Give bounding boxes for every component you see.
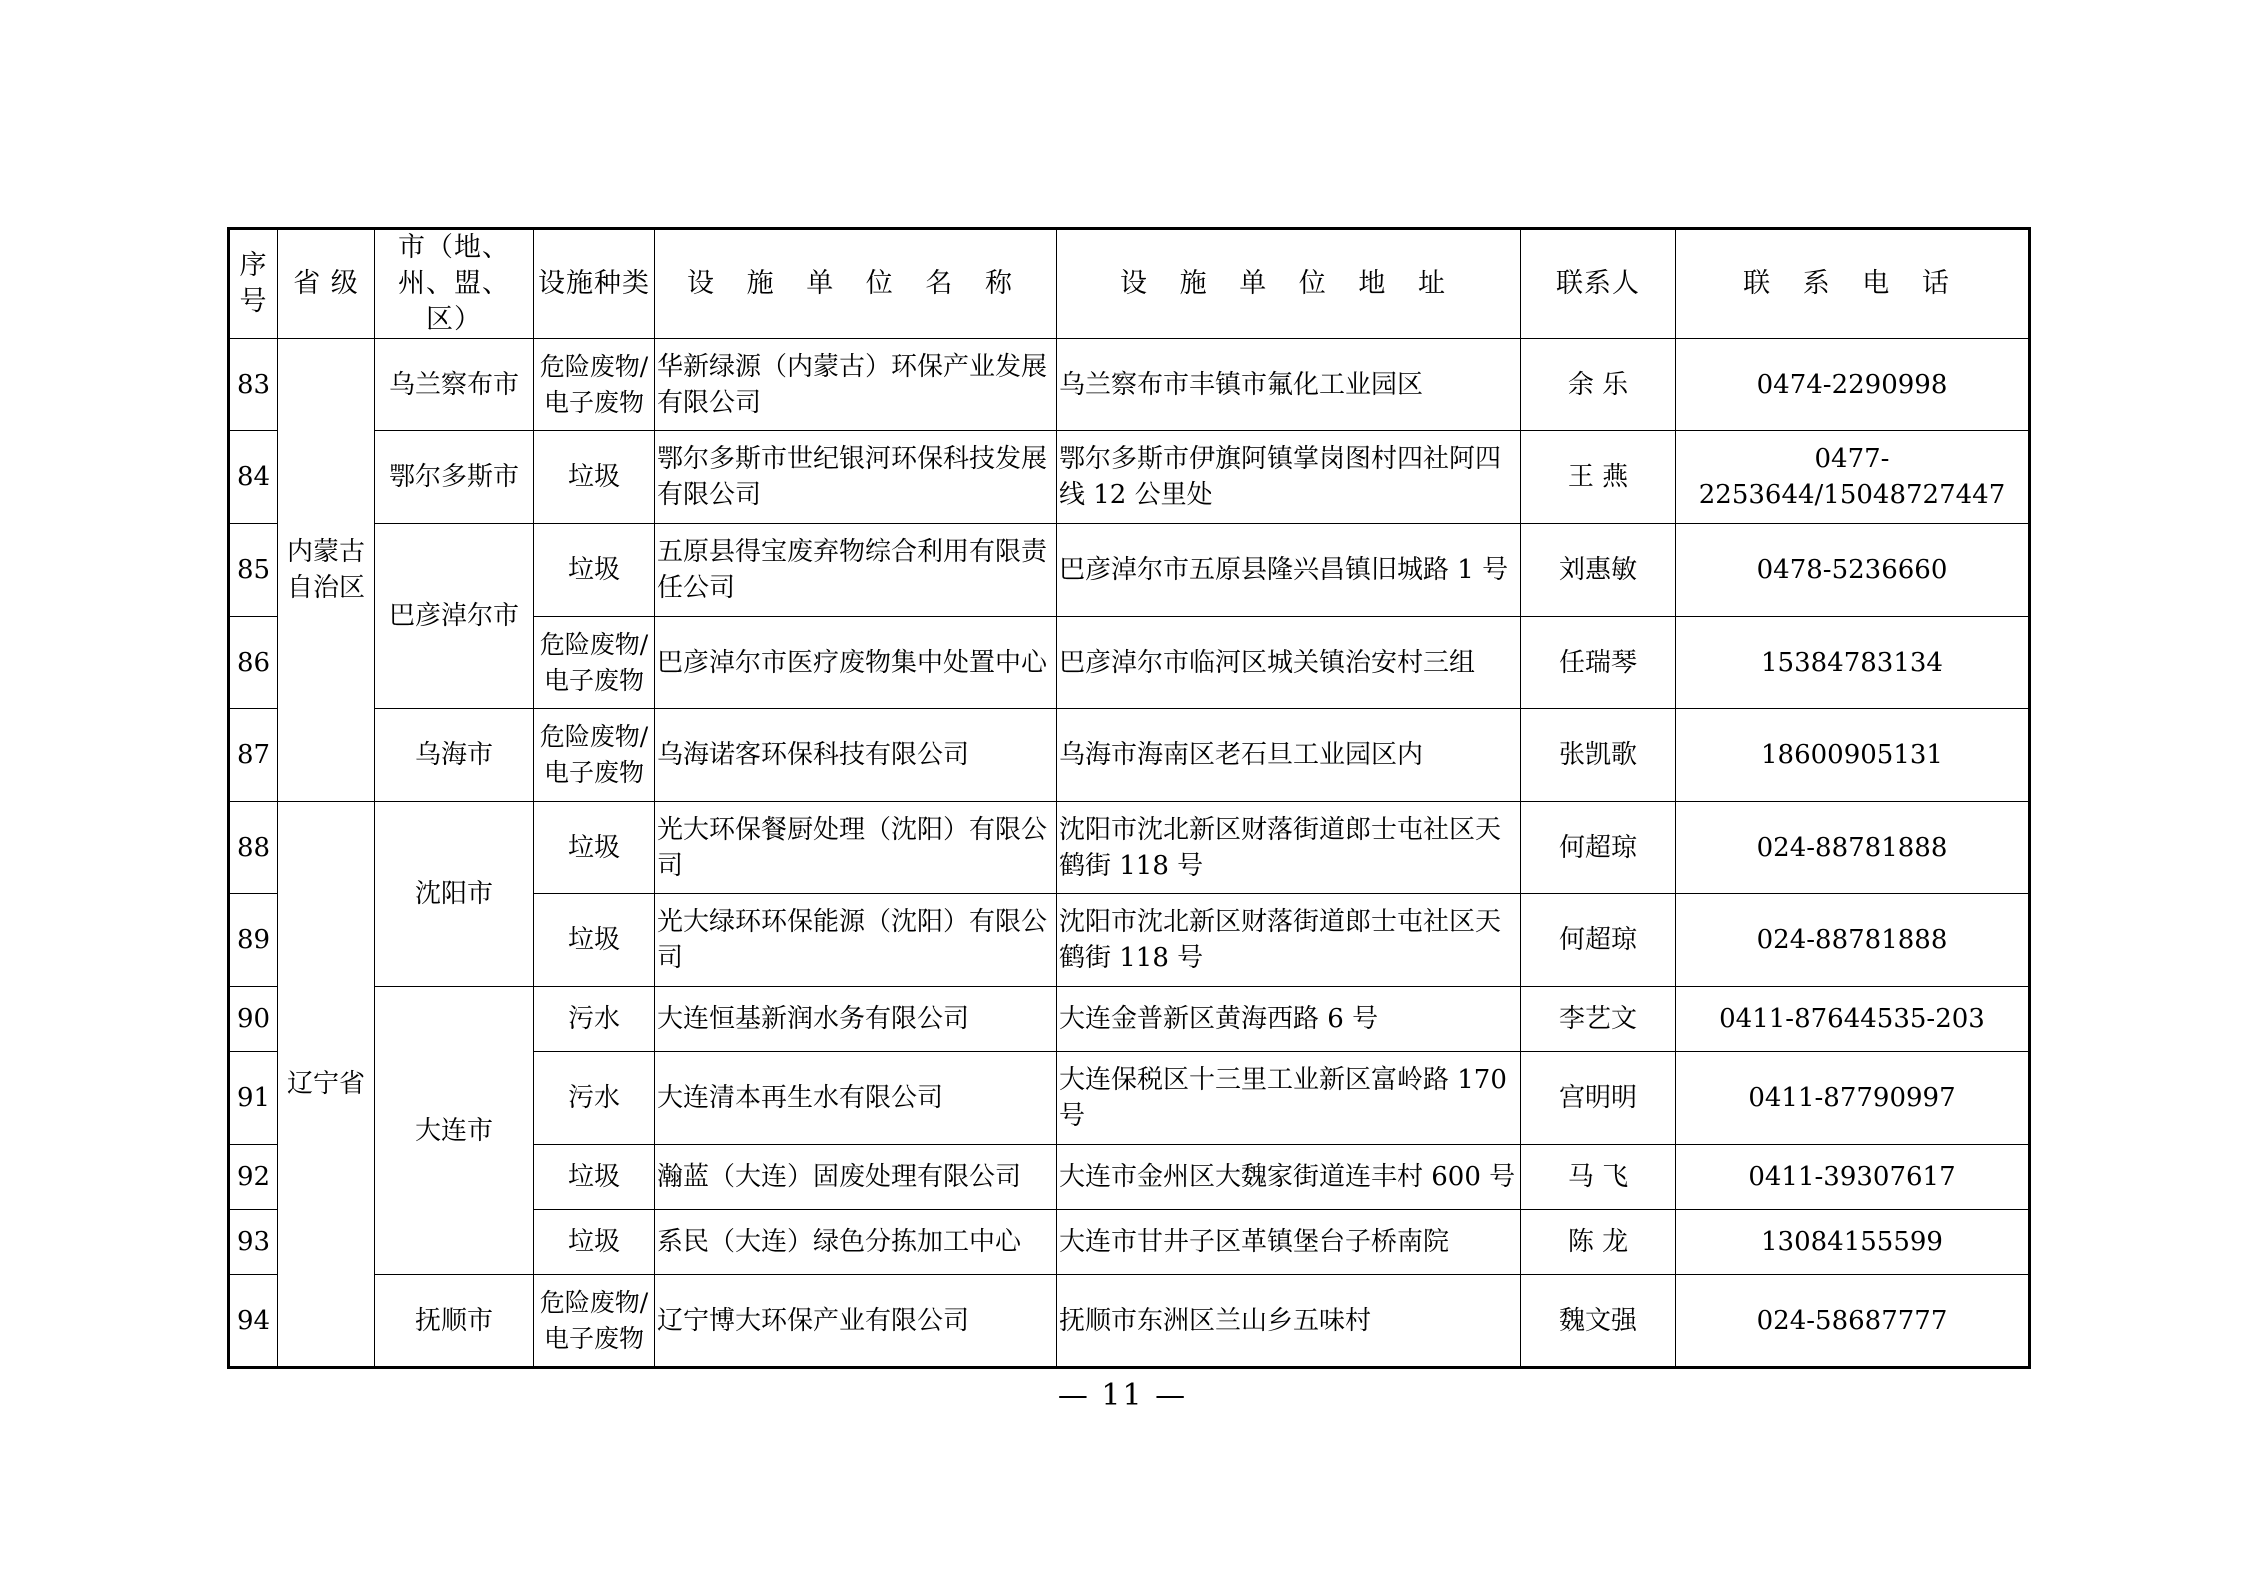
facility-name-cell: 光大绿环环保能源（沈阳）有限公司 bbox=[655, 894, 1057, 987]
contact-cell: 余 乐 bbox=[1521, 339, 1676, 431]
contact-cell: 魏文强 bbox=[1521, 1275, 1676, 1368]
table-row bbox=[229, 802, 2030, 894]
contact-cell: 马 飞 bbox=[1521, 1145, 1676, 1210]
facility-address-cell: 鄂尔多斯市伊旗阿镇掌岗图村四社阿四线 12 公里处 bbox=[1057, 431, 1521, 524]
contact-cell: 何超琼 bbox=[1521, 802, 1676, 894]
col-header-address: 设 施 单 位 地 址 bbox=[1057, 229, 1521, 339]
table-row bbox=[229, 987, 2030, 1052]
phone-cell: 0411-39307617 bbox=[1676, 1145, 2030, 1210]
table-row bbox=[229, 709, 2030, 802]
col-header-type: 设施种类 bbox=[534, 229, 655, 339]
row-seq: 89 bbox=[229, 894, 278, 987]
row-seq: 84 bbox=[229, 431, 278, 524]
facility-name-cell: 瀚蓝（大连）固废处理有限公司 bbox=[655, 1145, 1057, 1210]
phone-cell: 18600905131 bbox=[1676, 709, 2030, 802]
row-seq: 90 bbox=[229, 987, 278, 1052]
col-header-city: 市（地、州、盟、区） bbox=[375, 229, 534, 339]
col-header-name: 设 施 单 位 名 称 bbox=[655, 229, 1057, 339]
table-row bbox=[229, 339, 2030, 431]
facility-address-cell: 抚顺市东洲区兰山乡五味村 bbox=[1057, 1275, 1521, 1368]
city-cell: 乌兰察布市 bbox=[375, 339, 534, 431]
col-header-contact: 联系人 bbox=[1521, 229, 1676, 339]
row-seq: 83 bbox=[229, 339, 278, 431]
contact-cell: 刘惠敏 bbox=[1521, 524, 1676, 617]
table-row bbox=[229, 524, 2030, 617]
facility-name-cell: 大连清本再生水有限公司 bbox=[655, 1052, 1057, 1145]
phone-cell: 0478-5236660 bbox=[1676, 524, 2030, 617]
type-cell: 垃圾 bbox=[534, 1210, 655, 1275]
phone-cell: 0474-2290998 bbox=[1676, 339, 2030, 431]
facility-address-cell: 乌海市海南区老石旦工业园区内 bbox=[1057, 709, 1521, 802]
type-cell: 垃圾 bbox=[534, 1145, 655, 1210]
table-row bbox=[229, 431, 2030, 524]
contact-cell: 王 燕 bbox=[1521, 431, 1676, 524]
page-number: — 11 — bbox=[1057, 1378, 1188, 1413]
row-seq: 93 bbox=[229, 1210, 278, 1275]
facility-name-cell: 辽宁博大环保产业有限公司 bbox=[655, 1275, 1057, 1368]
col-header-seq: 序号 bbox=[229, 229, 278, 339]
type-cell: 污水 bbox=[534, 987, 655, 1052]
table-row bbox=[229, 1275, 2030, 1368]
phone-cell: 0411-87644535-203 bbox=[1676, 987, 2030, 1052]
row-seq: 94 bbox=[229, 1275, 278, 1368]
city-cell: 沈阳市 bbox=[375, 802, 534, 987]
city-cell: 大连市 bbox=[375, 987, 534, 1275]
header-row bbox=[229, 229, 2030, 339]
row-seq: 86 bbox=[229, 617, 278, 709]
facility-name-cell: 鄂尔多斯市世纪银河环保科技发展有限公司 bbox=[655, 431, 1057, 524]
facility-name-cell: 巴彦淖尔市医疗废物集中处置中心 bbox=[655, 617, 1057, 709]
facility-name-cell: 五原县得宝废弃物综合利用有限责任公司 bbox=[655, 524, 1057, 617]
facility-address-cell: 大连保税区十三里工业新区富岭路 170 号 bbox=[1057, 1052, 1521, 1145]
col-header-phone: 联 系 电 话 bbox=[1676, 229, 2030, 339]
facility-address-cell: 沈阳市沈北新区财落街道郎士屯社区天鹤街 118 号 bbox=[1057, 894, 1521, 987]
row-seq: 92 bbox=[229, 1145, 278, 1210]
contact-cell: 陈 龙 bbox=[1521, 1210, 1676, 1275]
type-cell: 垃圾 bbox=[534, 802, 655, 894]
row-seq: 88 bbox=[229, 802, 278, 894]
phone-cell: 024-88781888 bbox=[1676, 894, 2030, 987]
city-cell: 巴彦淖尔市 bbox=[375, 524, 534, 709]
city-cell: 鄂尔多斯市 bbox=[375, 431, 534, 524]
phone-cell: 15384783134 bbox=[1676, 617, 2030, 709]
facility-address-cell: 大连市甘井子区革镇堡台子桥南院 bbox=[1057, 1210, 1521, 1275]
facility-address-cell: 乌兰察布市丰镇市氟化工业园区 bbox=[1057, 339, 1521, 431]
row-seq: 87 bbox=[229, 709, 278, 802]
facility-address-cell: 沈阳市沈北新区财落街道郎士屯社区天鹤街 118 号 bbox=[1057, 802, 1521, 894]
city-cell: 抚顺市 bbox=[375, 1275, 534, 1368]
facility-address-cell: 大连市金州区大魏家街道连丰村 600 号 bbox=[1057, 1145, 1521, 1210]
type-cell: 垃圾 bbox=[534, 524, 655, 617]
type-cell: 危险废物/电子废物 bbox=[534, 617, 655, 709]
phone-cell: 024-58687777 bbox=[1676, 1275, 2030, 1368]
facility-address-cell: 巴彦淖尔市临河区城关镇治安村三组 bbox=[1057, 617, 1521, 709]
province-cell: 辽宁省 bbox=[278, 802, 375, 1368]
facility-table bbox=[227, 227, 2031, 1369]
facility-address-cell: 巴彦淖尔市五原县隆兴昌镇旧城路 1 号 bbox=[1057, 524, 1521, 617]
province-cell: 内蒙古自治区 bbox=[278, 339, 375, 802]
contact-cell: 任瑞琴 bbox=[1521, 617, 1676, 709]
row-seq: 91 bbox=[229, 1052, 278, 1145]
facility-name-cell: 华新绿源（内蒙古）环保产业发展有限公司 bbox=[655, 339, 1057, 431]
contact-cell: 何超琼 bbox=[1521, 894, 1676, 987]
row-seq: 85 bbox=[229, 524, 278, 617]
phone-cell: 0477-2253644/15048727447 bbox=[1676, 431, 2030, 524]
contact-cell: 李艺文 bbox=[1521, 987, 1676, 1052]
facility-name-cell: 系民（大连）绿色分拣加工中心 bbox=[655, 1210, 1057, 1275]
contact-cell: 张凯歌 bbox=[1521, 709, 1676, 802]
facility-name-cell: 乌海诺客环保科技有限公司 bbox=[655, 709, 1057, 802]
type-cell: 污水 bbox=[534, 1052, 655, 1145]
phone-cell: 024-88781888 bbox=[1676, 802, 2030, 894]
facility-name-cell: 光大环保餐厨处理（沈阳）有限公司 bbox=[655, 802, 1057, 894]
facility-name-cell: 大连恒基新润水务有限公司 bbox=[655, 987, 1057, 1052]
phone-cell: 0411-87790997 bbox=[1676, 1052, 2030, 1145]
type-cell: 危险废物/电子废物 bbox=[534, 709, 655, 802]
type-cell: 危险废物/电子废物 bbox=[534, 339, 655, 431]
col-header-province: 省 级 bbox=[278, 229, 375, 339]
type-cell: 垃圾 bbox=[534, 894, 655, 987]
facility-address-cell: 大连金普新区黄海西路 6 号 bbox=[1057, 987, 1521, 1052]
type-cell: 危险废物/电子废物 bbox=[534, 1275, 655, 1368]
city-cell: 乌海市 bbox=[375, 709, 534, 802]
type-cell: 垃圾 bbox=[534, 431, 655, 524]
contact-cell: 宫明明 bbox=[1521, 1052, 1676, 1145]
phone-cell: 13084155599 bbox=[1676, 1210, 2030, 1275]
